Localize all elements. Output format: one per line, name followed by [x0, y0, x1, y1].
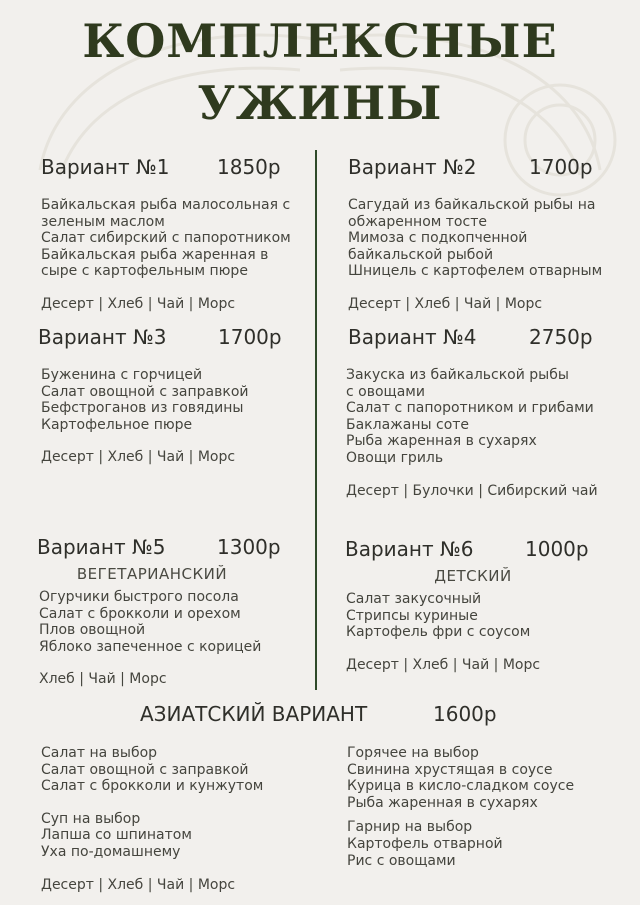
page-title-line2: УЖИНЫ	[197, 76, 443, 130]
menu-item: Байкальская рыба малосольная с	[41, 197, 291, 213]
menu-item: Плов овощной	[39, 622, 146, 639]
asian-set-header	[0, 702, 640, 732]
page-title-line1: КОМПЛЕКСНЫЕ	[82, 14, 558, 68]
menu-item: Рыба жаренная в сухарях	[346, 433, 537, 450]
menu-item: Свинина хрустящая в соусе	[347, 761, 553, 778]
menu-item: Мимоза с подкопченной	[348, 230, 528, 247]
asian-right-column	[347, 745, 627, 869]
menu-item: Шницель с картофелем отварным	[348, 263, 603, 280]
menu-item: сыре с картофельным пюре	[41, 263, 248, 280]
set-extras: Десерт | Булочки | Сибирский чай	[346, 482, 598, 499]
set-extras: Десерт | Хлеб | Чай | Морс	[41, 295, 236, 312]
menu-item: Закуска из байкальской рыбы	[346, 367, 569, 383]
menu-item: Рис с овощами	[347, 852, 456, 869]
menu-item: Огурчики быстрого посола	[39, 589, 239, 605]
set-name: Вариант №6	[345, 537, 474, 561]
set-items	[41, 197, 311, 280]
menu-item: Картофель отварной	[347, 835, 503, 852]
menu-item: байкальской рыбой	[348, 246, 494, 263]
menu-item: зеленым маслом	[41, 213, 165, 230]
menu-item: Суп на выбор	[41, 810, 141, 827]
menu-item: Гарнир на выбор	[347, 819, 473, 836]
set-extras: Десерт | Хлеб | Чай | Морс	[41, 449, 236, 466]
menu-item: с овощами	[346, 383, 425, 400]
set-card-4	[346, 325, 626, 499]
menu-item: Картофельное пюре	[41, 416, 193, 433]
menu-item: Стрипсы куриные	[346, 607, 478, 624]
set-price: 1700р	[529, 155, 593, 179]
set-price: 1700р	[218, 325, 282, 349]
set-items	[41, 745, 311, 861]
menu-item: Салат сибирский с папоротником	[41, 230, 291, 247]
menu-item: Горячее на выбор	[347, 745, 479, 761]
menu-item: Рыба жаренная в сухарях	[347, 794, 538, 811]
column-divider	[315, 150, 317, 690]
set-card-2	[348, 155, 618, 313]
menu-item: Салат овощной с заправкой	[41, 761, 249, 778]
set-items	[37, 589, 307, 655]
menu-item: Овощи гриль	[346, 449, 444, 466]
set-card-6	[345, 537, 615, 673]
menu-item: Бефстроганов из говядины	[41, 400, 244, 417]
set-card-5	[37, 535, 307, 688]
menu-item: Курица в кисло-сладком соусе	[347, 778, 575, 795]
set-card-3	[38, 325, 311, 466]
set-items	[347, 745, 627, 869]
set-name: Вариант №2	[348, 155, 477, 179]
menu-item: Салат на выбор	[41, 745, 158, 761]
set-name: Вариант №3	[38, 325, 167, 349]
menu-item: обжаренном тосте	[348, 213, 487, 230]
set-items	[346, 367, 626, 467]
set-card-1	[41, 155, 311, 313]
menu-item: Байкальская рыба жаренная в	[41, 246, 269, 263]
set-items	[345, 591, 615, 641]
set-price: 1850р	[217, 155, 281, 179]
set-subtitle: ДЕТСКИЙ	[434, 567, 512, 585]
set-name: Вариант №5	[37, 535, 166, 559]
set-price: 1600р	[433, 702, 497, 726]
menu-item: Яблоко запеченное с корицей	[39, 638, 262, 655]
set-price: 1000р	[525, 537, 589, 561]
menu-item: Салат с брокколи и орехом	[39, 605, 241, 622]
menu-item: Салат с брокколи и кунжутом	[41, 778, 264, 795]
set-name: Вариант №1	[41, 155, 170, 179]
menu-item: Салат овощной с заправкой	[41, 383, 249, 400]
menu-item: Лапша со шпинатом	[41, 827, 192, 844]
set-extras: Десерт | Хлеб | Чай | Морс	[348, 295, 543, 312]
menu-item: Уха по-домашнему	[41, 843, 181, 860]
menu-item: Буженина с горчицей	[41, 367, 203, 383]
menu-item: Картофель фри с соусом	[346, 624, 531, 641]
set-subtitle: ВЕГЕТАРИАНСКИЙ	[76, 565, 228, 583]
menu-item: Салат закусочный	[346, 591, 482, 607]
set-items	[348, 197, 618, 280]
set-name: Вариант №4	[348, 325, 477, 349]
set-extras: Десерт | Хлеб | Чай | Морс	[346, 656, 541, 673]
asian-left-column	[41, 745, 311, 893]
menu-item: Баклажаны соте	[346, 416, 470, 433]
set-extras: Хлеб | Чай | Морс	[39, 671, 167, 688]
menu-item: Сагудай из байкальской рыбы на	[348, 197, 596, 213]
menu-item: Салат с папоротником и грибами	[346, 400, 594, 417]
set-name: АЗИАТСКИЙ ВАРИАНТ	[140, 702, 368, 726]
set-extras: Десерт | Хлеб | Чай | Морс	[41, 876, 236, 893]
set-price: 1300р	[217, 535, 281, 559]
set-price: 2750р	[529, 325, 593, 349]
set-items	[38, 367, 311, 433]
